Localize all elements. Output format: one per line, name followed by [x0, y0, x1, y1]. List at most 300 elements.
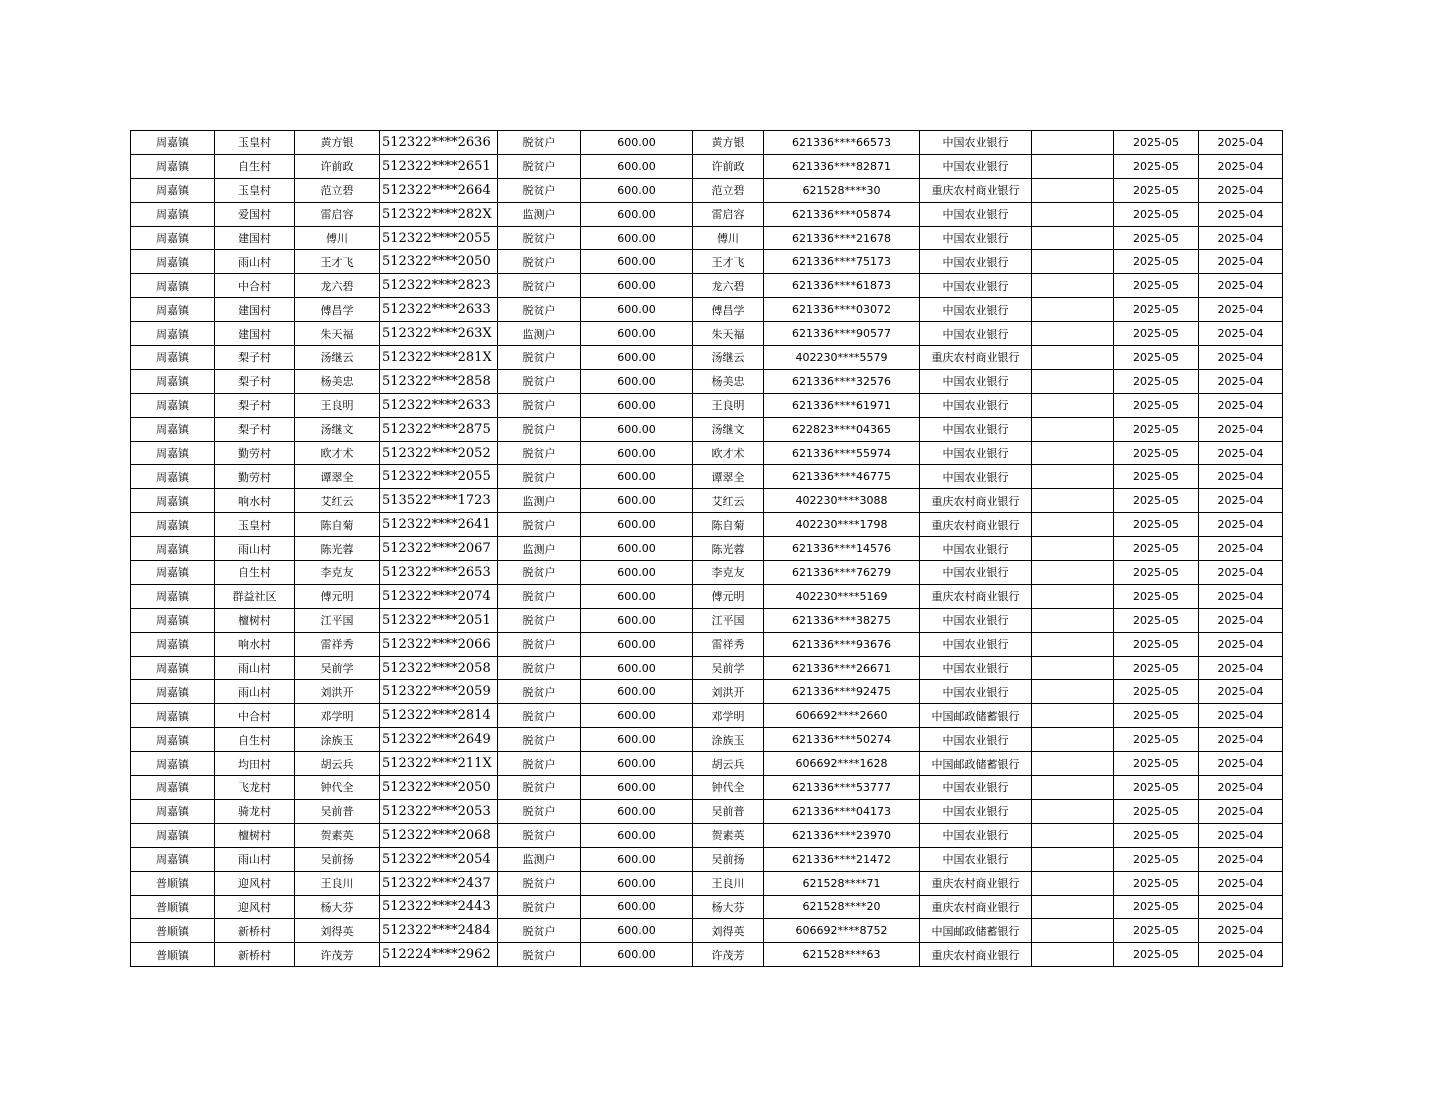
period-cell: 2025-04 — [1199, 608, 1283, 632]
period-cell: 2025-04 — [1199, 322, 1283, 346]
table-row — [131, 656, 1283, 680]
town-cell: 周嘉镇 — [131, 346, 215, 370]
account-number-cell: 621336****04173 — [764, 799, 920, 823]
table-row — [131, 441, 1283, 465]
name-cell: 王才飞 — [295, 250, 380, 274]
amount-cell: 600.00 — [581, 847, 693, 871]
household-type-cell: 脱贫户 — [498, 776, 581, 800]
bank-cell: 中国农业银行 — [920, 369, 1032, 393]
pay-month-cell: 2025-05 — [1114, 561, 1199, 585]
amount-cell: 600.00 — [581, 346, 693, 370]
account-holder-cell: 王良川 — [693, 871, 764, 895]
household-type-cell: 脱贫户 — [498, 226, 581, 250]
town-cell: 普顺镇 — [131, 895, 215, 919]
village-cell: 响水村 — [215, 489, 295, 513]
table-row — [131, 632, 1283, 656]
village-cell: 飞龙村 — [215, 776, 295, 800]
name-cell: 刘得英 — [295, 919, 380, 943]
id-number-cell: 512322****282X — [380, 202, 498, 226]
id-number-cell: 512322****2664 — [380, 178, 498, 202]
account-number-cell: 621528****20 — [764, 895, 920, 919]
account-holder-cell: 傅川 — [693, 226, 764, 250]
period-cell: 2025-04 — [1199, 561, 1283, 585]
bank-cell: 中国农业银行 — [920, 298, 1032, 322]
bank-cell: 中国农业银行 — [920, 131, 1032, 155]
amount-cell: 600.00 — [581, 776, 693, 800]
account-number-cell: 621528****63 — [764, 943, 920, 967]
blank-cell — [1032, 513, 1114, 537]
account-number-cell: 621336****50274 — [764, 728, 920, 752]
household-type-cell: 脱贫户 — [498, 346, 581, 370]
name-cell: 陈光蓉 — [295, 537, 380, 561]
bank-cell: 重庆农村商业银行 — [920, 871, 1032, 895]
period-cell: 2025-04 — [1199, 847, 1283, 871]
account-number-cell: 621336****26671 — [764, 656, 920, 680]
period-cell: 2025-04 — [1199, 752, 1283, 776]
amount-cell: 600.00 — [581, 298, 693, 322]
village-cell: 自生村 — [215, 728, 295, 752]
amount-cell: 600.00 — [581, 561, 693, 585]
household-type-cell: 脱贫户 — [498, 298, 581, 322]
blank-cell — [1032, 202, 1114, 226]
town-cell: 周嘉镇 — [131, 608, 215, 632]
id-number-cell: 512322****2058 — [380, 656, 498, 680]
table-row — [131, 465, 1283, 489]
pay-month-cell: 2025-05 — [1114, 178, 1199, 202]
id-number-cell: 512322****2484 — [380, 919, 498, 943]
table-row — [131, 131, 1283, 155]
id-number-cell: 512224****2962 — [380, 943, 498, 967]
account-number-cell: 622823****04365 — [764, 417, 920, 441]
amount-cell: 600.00 — [581, 895, 693, 919]
village-cell: 迎风村 — [215, 871, 295, 895]
account-number-cell: 402230****1798 — [764, 513, 920, 537]
bank-cell: 重庆农村商业银行 — [920, 895, 1032, 919]
account-number-cell: 621336****82871 — [764, 154, 920, 178]
id-number-cell: 512322****2050 — [380, 250, 498, 274]
name-cell: 江平国 — [295, 608, 380, 632]
pay-month-cell: 2025-05 — [1114, 322, 1199, 346]
amount-cell: 600.00 — [581, 274, 693, 298]
amount-cell: 600.00 — [581, 584, 693, 608]
household-type-cell: 脱贫户 — [498, 154, 581, 178]
pay-month-cell: 2025-05 — [1114, 417, 1199, 441]
account-holder-cell: 范立碧 — [693, 178, 764, 202]
blank-cell — [1032, 680, 1114, 704]
bank-cell: 中国农业银行 — [920, 561, 1032, 585]
household-type-cell: 脱贫户 — [498, 704, 581, 728]
household-type-cell: 脱贫户 — [498, 131, 581, 155]
pay-month-cell: 2025-05 — [1114, 584, 1199, 608]
bank-cell: 中国农业银行 — [920, 202, 1032, 226]
village-cell: 自生村 — [215, 154, 295, 178]
id-number-cell: 512322****2050 — [380, 776, 498, 800]
town-cell: 周嘉镇 — [131, 154, 215, 178]
table-row — [131, 322, 1283, 346]
table-row — [131, 895, 1283, 919]
household-type-cell: 脱贫户 — [498, 799, 581, 823]
town-cell: 周嘉镇 — [131, 584, 215, 608]
household-type-cell: 脱贫户 — [498, 632, 581, 656]
name-cell: 钟代全 — [295, 776, 380, 800]
table-row — [131, 871, 1283, 895]
blank-cell — [1032, 393, 1114, 417]
blank-cell — [1032, 250, 1114, 274]
blank-cell — [1032, 943, 1114, 967]
household-type-cell: 脱贫户 — [498, 250, 581, 274]
name-cell: 傅昌学 — [295, 298, 380, 322]
name-cell: 傅川 — [295, 226, 380, 250]
account-holder-cell: 王才飞 — [693, 250, 764, 274]
id-number-cell: 512322****2649 — [380, 728, 498, 752]
period-cell: 2025-04 — [1199, 776, 1283, 800]
village-cell: 雨山村 — [215, 680, 295, 704]
payment-table — [130, 130, 1283, 967]
account-holder-cell: 李克友 — [693, 561, 764, 585]
household-type-cell: 脱贫户 — [498, 417, 581, 441]
bank-cell: 中国农业银行 — [920, 417, 1032, 441]
account-number-cell: 621336****93676 — [764, 632, 920, 656]
town-cell: 周嘉镇 — [131, 441, 215, 465]
town-cell: 周嘉镇 — [131, 178, 215, 202]
household-type-cell: 监测户 — [498, 322, 581, 346]
name-cell: 汤继云 — [295, 346, 380, 370]
id-number-cell: 512322****2068 — [380, 823, 498, 847]
amount-cell: 600.00 — [581, 823, 693, 847]
village-cell: 雨山村 — [215, 656, 295, 680]
table-row — [131, 298, 1283, 322]
account-number-cell: 621336****21472 — [764, 847, 920, 871]
name-cell: 吴前学 — [295, 656, 380, 680]
period-cell: 2025-04 — [1199, 202, 1283, 226]
pay-month-cell: 2025-05 — [1114, 680, 1199, 704]
town-cell: 周嘉镇 — [131, 513, 215, 537]
household-type-cell: 脱贫户 — [498, 752, 581, 776]
table-row — [131, 178, 1283, 202]
account-holder-cell: 傅昌学 — [693, 298, 764, 322]
period-cell: 2025-04 — [1199, 656, 1283, 680]
table-row — [131, 393, 1283, 417]
account-holder-cell: 杨美忠 — [693, 369, 764, 393]
name-cell: 王良明 — [295, 393, 380, 417]
pay-month-cell: 2025-05 — [1114, 943, 1199, 967]
town-cell: 周嘉镇 — [131, 465, 215, 489]
period-cell: 2025-04 — [1199, 154, 1283, 178]
pay-month-cell: 2025-05 — [1114, 131, 1199, 155]
period-cell: 2025-04 — [1199, 131, 1283, 155]
village-cell: 勤劳村 — [215, 465, 295, 489]
household-type-cell: 脱贫户 — [498, 513, 581, 537]
account-number-cell: 621336****61971 — [764, 393, 920, 417]
household-type-cell: 脱贫户 — [498, 274, 581, 298]
bank-cell: 中国农业银行 — [920, 465, 1032, 489]
blank-cell — [1032, 704, 1114, 728]
pay-month-cell: 2025-05 — [1114, 274, 1199, 298]
blank-cell — [1032, 632, 1114, 656]
pay-month-cell: 2025-05 — [1114, 704, 1199, 728]
bank-cell: 中国农业银行 — [920, 847, 1032, 871]
town-cell: 周嘉镇 — [131, 632, 215, 656]
amount-cell: 600.00 — [581, 513, 693, 537]
town-cell: 周嘉镇 — [131, 489, 215, 513]
account-number-cell: 402230****5169 — [764, 584, 920, 608]
id-number-cell: 512322****2653 — [380, 561, 498, 585]
account-number-cell: 621336****53777 — [764, 776, 920, 800]
town-cell: 周嘉镇 — [131, 704, 215, 728]
village-cell: 梨子村 — [215, 346, 295, 370]
amount-cell: 600.00 — [581, 799, 693, 823]
account-holder-cell: 黄方银 — [693, 131, 764, 155]
pay-month-cell: 2025-05 — [1114, 202, 1199, 226]
bank-cell: 中国农业银行 — [920, 680, 1032, 704]
blank-cell — [1032, 298, 1114, 322]
village-cell: 雨山村 — [215, 537, 295, 561]
bank-cell: 中国农业银行 — [920, 441, 1032, 465]
table-row — [131, 250, 1283, 274]
village-cell: 建国村 — [215, 226, 295, 250]
pay-month-cell: 2025-05 — [1114, 871, 1199, 895]
village-cell: 梨子村 — [215, 393, 295, 417]
blank-cell — [1032, 274, 1114, 298]
village-cell: 中合村 — [215, 274, 295, 298]
name-cell: 许茂芳 — [295, 943, 380, 967]
town-cell: 周嘉镇 — [131, 561, 215, 585]
period-cell: 2025-04 — [1199, 704, 1283, 728]
name-cell: 贺素英 — [295, 823, 380, 847]
id-number-cell: 512322****2814 — [380, 704, 498, 728]
table-row — [131, 489, 1283, 513]
amount-cell: 600.00 — [581, 393, 693, 417]
period-cell: 2025-04 — [1199, 346, 1283, 370]
blank-cell — [1032, 871, 1114, 895]
blank-cell — [1032, 752, 1114, 776]
name-cell: 汤继文 — [295, 417, 380, 441]
period-cell: 2025-04 — [1199, 895, 1283, 919]
town-cell: 周嘉镇 — [131, 393, 215, 417]
account-holder-cell: 陈光蓉 — [693, 537, 764, 561]
village-cell: 中合村 — [215, 704, 295, 728]
blank-cell — [1032, 178, 1114, 202]
account-holder-cell: 邓学明 — [693, 704, 764, 728]
blank-cell — [1032, 561, 1114, 585]
village-cell: 新桥村 — [215, 943, 295, 967]
account-number-cell: 621336****75173 — [764, 250, 920, 274]
town-cell: 周嘉镇 — [131, 250, 215, 274]
id-number-cell: 512322****2054 — [380, 847, 498, 871]
account-holder-cell: 欧才术 — [693, 441, 764, 465]
pay-month-cell: 2025-05 — [1114, 823, 1199, 847]
amount-cell: 600.00 — [581, 250, 693, 274]
amount-cell: 600.00 — [581, 728, 693, 752]
household-type-cell: 监测户 — [498, 202, 581, 226]
amount-cell: 600.00 — [581, 680, 693, 704]
account-holder-cell: 胡云兵 — [693, 752, 764, 776]
id-number-cell: 512322****2641 — [380, 513, 498, 537]
name-cell: 杨美忠 — [295, 369, 380, 393]
village-cell: 骑龙村 — [215, 799, 295, 823]
id-number-cell: 512322****2055 — [380, 465, 498, 489]
household-type-cell: 脱贫户 — [498, 823, 581, 847]
id-number-cell: 512322****2052 — [380, 441, 498, 465]
blank-cell — [1032, 154, 1114, 178]
name-cell: 吴前普 — [295, 799, 380, 823]
pay-month-cell: 2025-05 — [1114, 919, 1199, 943]
household-type-cell: 脱贫户 — [498, 680, 581, 704]
id-number-cell: 512322****2066 — [380, 632, 498, 656]
id-number-cell: 512322****2633 — [380, 298, 498, 322]
pay-month-cell: 2025-05 — [1114, 346, 1199, 370]
bank-cell: 中国农业银行 — [920, 656, 1032, 680]
account-holder-cell: 汤继云 — [693, 346, 764, 370]
name-cell: 刘洪开 — [295, 680, 380, 704]
town-cell: 周嘉镇 — [131, 847, 215, 871]
amount-cell: 600.00 — [581, 465, 693, 489]
period-cell: 2025-04 — [1199, 584, 1283, 608]
name-cell: 胡云兵 — [295, 752, 380, 776]
id-number-cell: 512322****211X — [380, 752, 498, 776]
account-holder-cell: 吴前扬 — [693, 847, 764, 871]
table-row — [131, 417, 1283, 441]
blank-cell — [1032, 823, 1114, 847]
table-row — [131, 704, 1283, 728]
blank-cell — [1032, 441, 1114, 465]
account-number-cell: 606692****2660 — [764, 704, 920, 728]
period-cell: 2025-04 — [1199, 943, 1283, 967]
town-cell: 周嘉镇 — [131, 680, 215, 704]
amount-cell: 600.00 — [581, 871, 693, 895]
id-number-cell: 513522****1723 — [380, 489, 498, 513]
bank-cell: 中国邮政储蓄银行 — [920, 919, 1032, 943]
account-holder-cell: 刘得英 — [693, 919, 764, 943]
town-cell: 周嘉镇 — [131, 752, 215, 776]
town-cell: 普顺镇 — [131, 943, 215, 967]
period-cell: 2025-04 — [1199, 226, 1283, 250]
table-row — [131, 680, 1283, 704]
village-cell: 自生村 — [215, 561, 295, 585]
bank-cell: 中国农业银行 — [920, 154, 1032, 178]
town-cell: 周嘉镇 — [131, 226, 215, 250]
account-number-cell: 606692****1628 — [764, 752, 920, 776]
account-holder-cell: 杨大芬 — [693, 895, 764, 919]
blank-cell — [1032, 799, 1114, 823]
id-number-cell: 512322****2059 — [380, 680, 498, 704]
period-cell: 2025-04 — [1199, 919, 1283, 943]
period-cell: 2025-04 — [1199, 513, 1283, 537]
blank-cell — [1032, 656, 1114, 680]
bank-cell: 中国农业银行 — [920, 322, 1032, 346]
id-number-cell: 512322****2067 — [380, 537, 498, 561]
bank-cell: 重庆农村商业银行 — [920, 489, 1032, 513]
id-number-cell: 512322****2823 — [380, 274, 498, 298]
account-holder-cell: 贺素英 — [693, 823, 764, 847]
town-cell: 周嘉镇 — [131, 131, 215, 155]
blank-cell — [1032, 776, 1114, 800]
name-cell: 陈自菊 — [295, 513, 380, 537]
village-cell: 勤劳村 — [215, 441, 295, 465]
amount-cell: 600.00 — [581, 202, 693, 226]
bank-cell: 中国农业银行 — [920, 537, 1032, 561]
id-number-cell: 512322****2443 — [380, 895, 498, 919]
household-type-cell: 脱贫户 — [498, 584, 581, 608]
household-type-cell: 脱贫户 — [498, 369, 581, 393]
pay-month-cell: 2025-05 — [1114, 226, 1199, 250]
period-cell: 2025-04 — [1199, 871, 1283, 895]
blank-cell — [1032, 537, 1114, 561]
id-number-cell: 512322****2633 — [380, 393, 498, 417]
account-number-cell: 621336****55974 — [764, 441, 920, 465]
account-number-cell: 402230****3088 — [764, 489, 920, 513]
pay-month-cell: 2025-05 — [1114, 369, 1199, 393]
household-type-cell: 脱贫户 — [498, 895, 581, 919]
village-cell: 檀树村 — [215, 823, 295, 847]
account-number-cell: 621528****71 — [764, 871, 920, 895]
bank-cell: 重庆农村商业银行 — [920, 584, 1032, 608]
household-type-cell: 脱贫户 — [498, 728, 581, 752]
village-cell: 玉皇村 — [215, 513, 295, 537]
blank-cell — [1032, 728, 1114, 752]
pay-month-cell: 2025-05 — [1114, 393, 1199, 417]
name-cell: 雷祥秀 — [295, 632, 380, 656]
household-type-cell: 脱贫户 — [498, 561, 581, 585]
period-cell: 2025-04 — [1199, 393, 1283, 417]
pay-month-cell: 2025-05 — [1114, 537, 1199, 561]
account-holder-cell: 钟代全 — [693, 776, 764, 800]
id-number-cell: 512322****2875 — [380, 417, 498, 441]
town-cell: 周嘉镇 — [131, 322, 215, 346]
period-cell: 2025-04 — [1199, 178, 1283, 202]
town-cell: 周嘉镇 — [131, 274, 215, 298]
account-number-cell: 621336****32576 — [764, 369, 920, 393]
town-cell: 周嘉镇 — [131, 799, 215, 823]
village-cell: 玉皇村 — [215, 131, 295, 155]
pay-month-cell: 2025-05 — [1114, 298, 1199, 322]
blank-cell — [1032, 346, 1114, 370]
name-cell: 许前政 — [295, 154, 380, 178]
account-holder-cell: 傅元明 — [693, 584, 764, 608]
bank-cell: 重庆农村商业银行 — [920, 943, 1032, 967]
village-cell: 雨山村 — [215, 250, 295, 274]
bank-cell: 中国农业银行 — [920, 250, 1032, 274]
bank-cell: 中国农业银行 — [920, 776, 1032, 800]
pay-month-cell: 2025-05 — [1114, 441, 1199, 465]
account-holder-cell: 谭翠全 — [693, 465, 764, 489]
table-row — [131, 537, 1283, 561]
table-row — [131, 823, 1283, 847]
amount-cell: 600.00 — [581, 537, 693, 561]
table-row — [131, 561, 1283, 585]
account-number-cell: 621336****76279 — [764, 561, 920, 585]
account-holder-cell: 许茂芳 — [693, 943, 764, 967]
blank-cell — [1032, 847, 1114, 871]
period-cell: 2025-04 — [1199, 298, 1283, 322]
account-holder-cell: 朱天福 — [693, 322, 764, 346]
amount-cell: 600.00 — [581, 178, 693, 202]
amount-cell: 600.00 — [581, 131, 693, 155]
period-cell: 2025-04 — [1199, 369, 1283, 393]
account-number-cell: 402230****5579 — [764, 346, 920, 370]
table-row — [131, 608, 1283, 632]
account-holder-cell: 雷启容 — [693, 202, 764, 226]
village-cell: 爱国村 — [215, 202, 295, 226]
household-type-cell: 脱贫户 — [498, 919, 581, 943]
name-cell: 吴前扬 — [295, 847, 380, 871]
account-number-cell: 621336****03072 — [764, 298, 920, 322]
household-type-cell: 监测户 — [498, 847, 581, 871]
blank-cell — [1032, 369, 1114, 393]
name-cell: 涂族玉 — [295, 728, 380, 752]
town-cell: 普顺镇 — [131, 919, 215, 943]
table-row — [131, 752, 1283, 776]
